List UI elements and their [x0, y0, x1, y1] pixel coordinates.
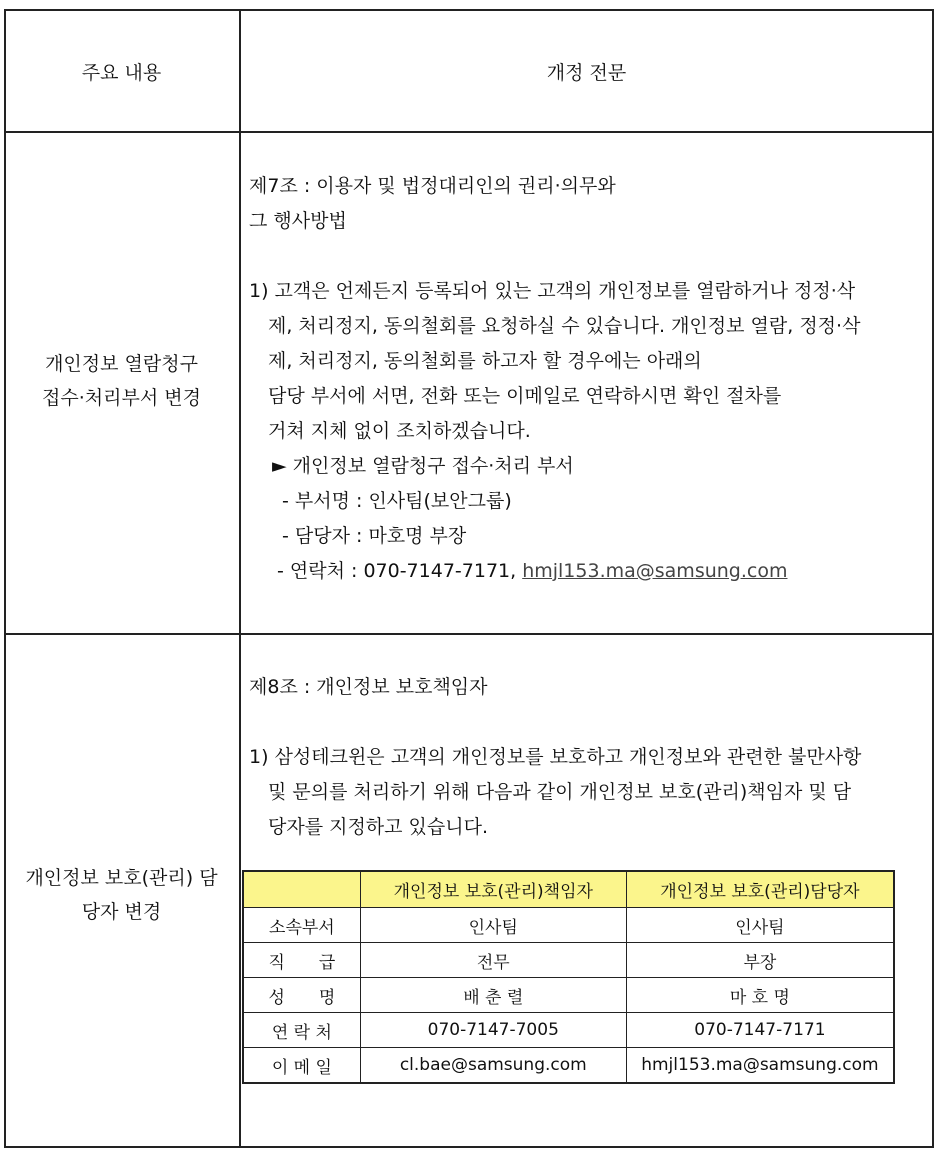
- table-row: [243, 943, 894, 978]
- dept-heading: ► 개인정보 열람청구 접수·처리 부서: [272, 455, 574, 477]
- contact-phone: - 연락처 : 070-7147-7171,: [277, 560, 523, 582]
- table-row: [243, 1048, 894, 1084]
- officer-table-header: [243, 871, 894, 908]
- row2-label-line: 개인정보 보호(관리) 담: [25, 867, 218, 889]
- column-divider: [239, 11, 241, 1146]
- article7-paragraph: 거쳐 지체 없이 조치하겠습니다.: [268, 420, 531, 442]
- header-revision-full-text: 개정 전문: [546, 62, 627, 84]
- article7-title: 그 행사방법: [249, 210, 347, 232]
- row1-content: [249, 169, 860, 589]
- table-row: [243, 978, 894, 1013]
- row1-label-line: 개인정보 열람청구: [45, 353, 198, 375]
- table-cell: 전무: [360, 943, 626, 978]
- article7-paragraph: 제, 처리정지, 동의철회를 요청하실 수 있습니다. 개인정보 열람, 정정·삭: [268, 315, 861, 337]
- contact-person: - 담당자 : 마호명 부장: [282, 525, 467, 547]
- dept-name: - 부서명 : 인사팀(보안그룹): [282, 490, 512, 512]
- article8-paragraph: 당자를 지정하고 있습니다.: [268, 816, 489, 838]
- contact-email-link[interactable]: hmjl153.ma@samsung.com: [522, 560, 788, 582]
- row-divider: [6, 633, 932, 635]
- row1-label: [6, 347, 237, 415]
- row2-content: [249, 670, 861, 845]
- article7-paragraph: 1) 고객은 언제든지 등록되어 있는 고객의 개인정보를 열람하거나 정정·삭: [249, 280, 856, 302]
- row-label: 연 락 처: [243, 1013, 360, 1048]
- officer-table: [242, 870, 895, 1084]
- table-cell: 부장: [626, 943, 894, 978]
- article7-paragraph: 제, 처리정지, 동의철회를 하고자 할 경우에는 아래의: [268, 350, 702, 372]
- row2-label-line: 당자 변경: [81, 901, 162, 923]
- row1-label-line: 접수·처리부서 변경: [42, 387, 201, 409]
- table-cell: 070-7147-7171: [626, 1013, 894, 1048]
- row2-label: [6, 861, 237, 929]
- table-cell: 인사팀: [626, 908, 894, 943]
- table-row: [243, 908, 894, 943]
- table-cell: 배 춘 렬: [360, 978, 626, 1013]
- table-cell: 070-7147-7005: [360, 1013, 626, 1048]
- table-cell: 마 호 명: [626, 978, 894, 1013]
- header-main-content: 주요 내용: [81, 62, 162, 84]
- article8-paragraph: 1) 삼성테크윈은 고객의 개인정보를 보호하고 개인정보와 관련한 불만사항: [249, 746, 862, 768]
- article7-paragraph: 담당 부서에 서면, 전화 또는 이메일로 연락하시면 확인 절차를: [268, 385, 782, 407]
- article7-title: 제7조 : 이용자 및 법정대리인의 권리·의무와: [249, 175, 616, 197]
- table-cell: cl.bae@samsung.com: [360, 1048, 626, 1084]
- row-label: 직 급: [243, 943, 360, 978]
- row-label: 성 명: [243, 978, 360, 1013]
- table-cell: hmjl153.ma@samsung.com: [626, 1048, 894, 1084]
- article8-paragraph: 및 문의를 처리하기 위해 다음과 같이 개인정보 보호(관리)책임자 및 담: [268, 781, 852, 803]
- table-row: [243, 1013, 894, 1048]
- officer-table-corner: [243, 871, 360, 908]
- officer-table-head-staff: 개인정보 보호(관리)담당자: [626, 871, 894, 908]
- contact-line: [249, 554, 860, 589]
- table-cell: 인사팀: [360, 908, 626, 943]
- row-label: 이 메 일: [243, 1048, 360, 1084]
- row-label: 소속부서: [243, 908, 360, 943]
- article8-title: 제8조 : 개인정보 보호책임자: [249, 676, 488, 698]
- header-divider: [6, 131, 932, 133]
- officer-table-head-manager: 개인정보 보호(관리)책임자: [360, 871, 626, 908]
